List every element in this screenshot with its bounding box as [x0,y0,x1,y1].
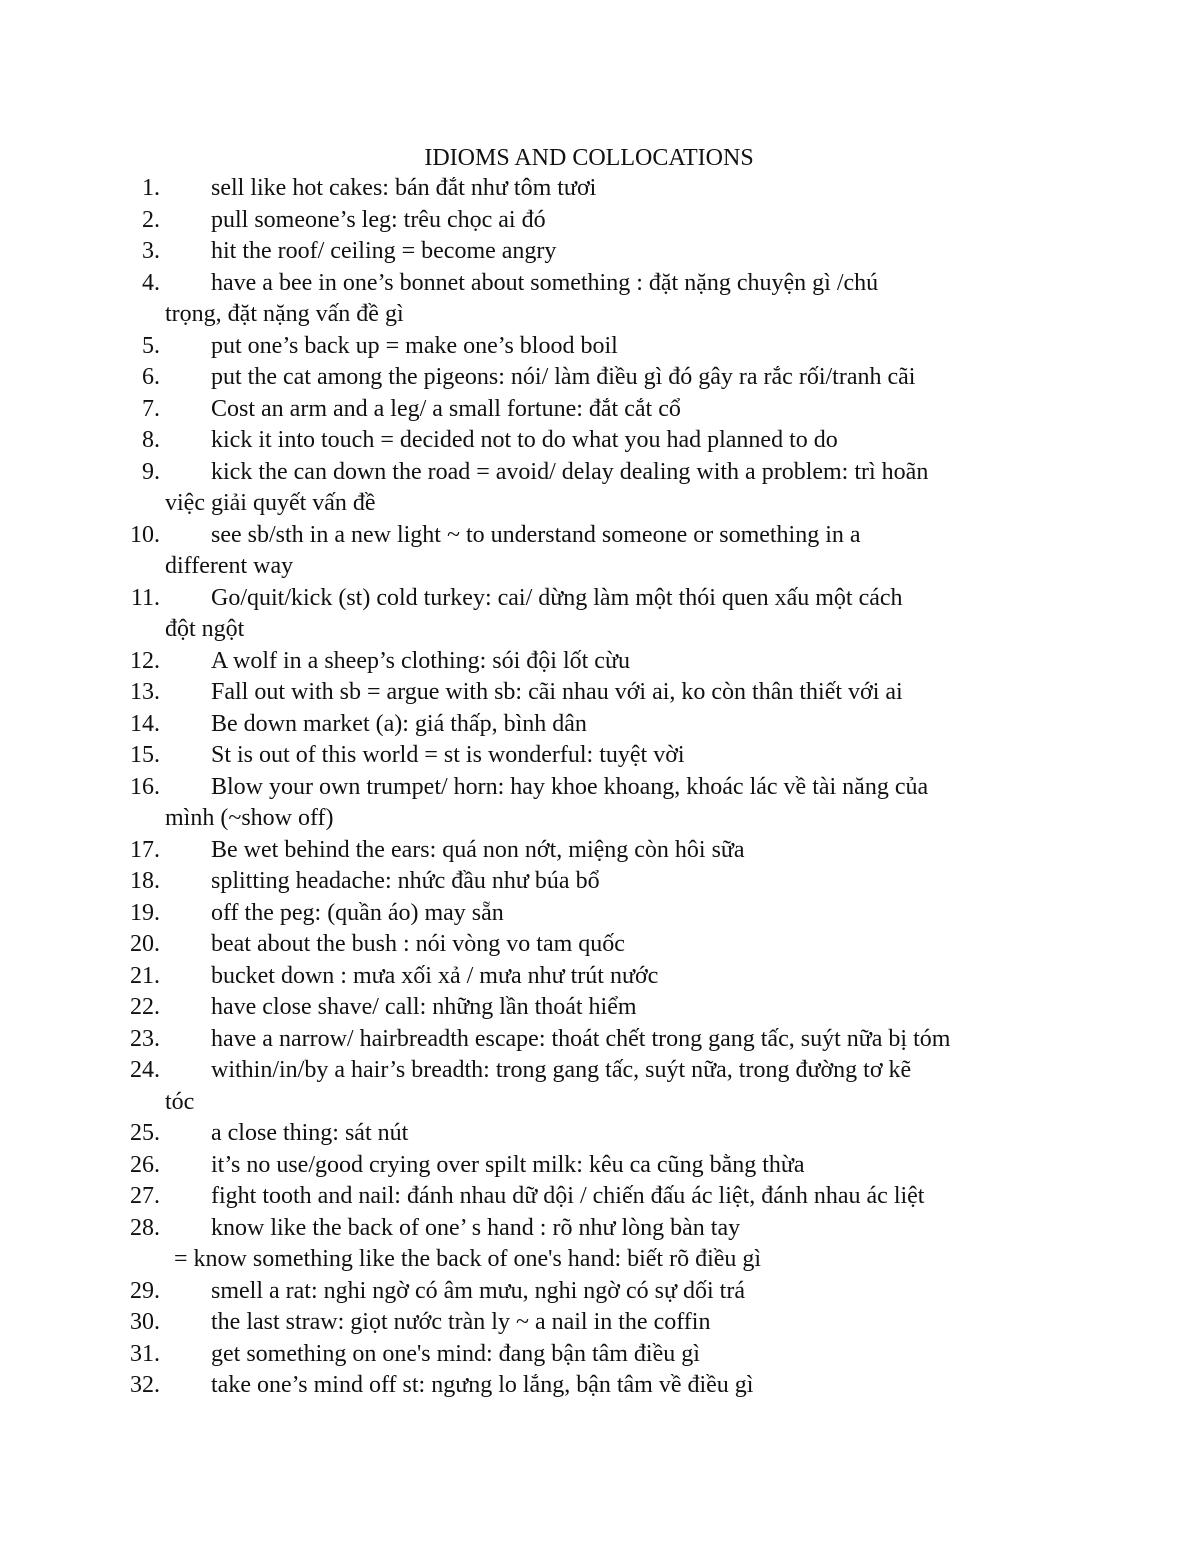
list-item [0,646,1200,678]
item-number: 32. [130,1372,160,1398]
list-item [0,583,1200,615]
item-text: off the peg: (quần áo) may sẵn [211,899,504,926]
list-item [0,425,1200,457]
list-item [0,1150,1200,1182]
item-number: 29. [130,1277,160,1304]
item-text: within/in/by a hair’s breadth: trong gang tấc, suýt nữa, trong đường tơ kẽ [211,1057,912,1083]
item-number: 28. [130,1214,160,1241]
list-item [0,1181,1200,1213]
list-item-continuation [0,1087,1200,1119]
list-item [0,1307,1200,1339]
list-item [0,362,1200,394]
item-number: 4. [142,269,160,296]
item-number: 14. [130,710,160,737]
list-item [0,866,1200,898]
item-text: the last straw: giọt nước tràn ly ~ a nail in the coffin [211,1309,711,1335]
list-item-continuation [0,614,1200,646]
item-text: St is out of this world = st is wonderful: tuyệt vời [211,742,685,768]
item-text: a close thing: sát nút [211,1120,409,1146]
list-item [0,992,1200,1024]
item-number: 31. [130,1340,160,1367]
item-continuation-text: mình (~show off) [165,805,334,831]
item-text: Cost an arm and a leg/ a small fortune: đắt cắt cổ [211,395,681,422]
list-item [0,1276,1200,1308]
item-text: hit the roof/ ceiling = become angry [211,238,557,264]
item-number: 9. [142,458,160,485]
list-item [0,1339,1200,1371]
item-number: 3. [142,238,160,264]
item-number: 7. [142,395,160,422]
item-continuation-text: tóc [165,1088,195,1115]
item-number: 1. [142,175,160,201]
list-item [0,709,1200,741]
item-text: Be wet behind the ears: quá non nớt, miệng còn hôi sữa [211,836,745,863]
item-number: 16. [130,773,160,800]
item-number: 8. [142,427,160,453]
item-number: 13. [130,679,160,705]
item-text: Fall out with sb = argue with sb: cãi nhau với ai, ko còn thân thiết với ai [211,679,903,705]
item-number: 11. [130,584,160,611]
list-item [0,835,1200,867]
item-number: 21. [130,962,160,989]
item-number: 26. [130,1151,160,1178]
item-text: have a narrow/ hairbreadth escape: thoát chết trong gang tấc, suýt nữa bị tóm [211,1025,951,1052]
list-item [0,236,1200,268]
item-text: kick the can down the road = avoid/ delay dealing with a problem: trì hoãn [211,458,929,485]
item-continuation-text: việc giải quyết vấn đề [165,490,376,516]
item-number: 15. [130,742,160,768]
list-item [0,173,1200,205]
item-number: 23. [130,1025,160,1052]
item-number: 19. [130,899,160,926]
item-number: 10. [130,521,160,548]
item-number: 22. [130,994,160,1020]
item-continuation-text: trọng, đặt nặng vấn đề gì [165,301,404,327]
item-text: take one’s mind off st: ngưng lo lắng, bận tâm về điều gì [211,1372,754,1398]
item-text: fight tooth and nail: đánh nhau dữ dội / chiến đấu ác liệt, đánh nhau ác liệt [211,1183,925,1209]
item-text: beat about the bush : nói vòng vo tam quốc [211,931,625,957]
item-number: 25. [130,1120,160,1146]
item-text: smell a rat: nghi ngờ có âm mưu, nghi ngờ có sự dối trá [211,1277,745,1304]
item-continuation-text: = know something like the back of one's hand: biết rõ điều gì [174,1246,762,1272]
list-item [0,772,1200,804]
list-item [0,1024,1200,1056]
item-text: sell like hot cakes: bán đắt như tôm tươi [211,175,597,201]
list-item [0,1118,1200,1150]
list-item [0,1055,1200,1087]
list-item-continuation [0,803,1200,835]
item-number: 20. [130,931,160,957]
item-text: get something on one's mind: đang bận tâm điều gì [211,1340,700,1367]
list-item [0,520,1200,552]
item-text: put one’s back up = make one’s blood boil [211,332,618,359]
item-continuation-text: different way [165,553,294,579]
list-item [0,205,1200,237]
list-item [0,929,1200,961]
item-text: bucket down : mưa xối xả / mưa như trút nước [211,962,659,989]
item-text: have close shave/ call: những lần thoát hiểm [211,994,637,1020]
item-text: know like the back of one’ s hand : rõ như lòng bàn tay [211,1214,741,1241]
list-item [0,1370,1200,1402]
item-text: Go/quit/kick (st) cold turkey: cai/ dừng làm một thói quen xấu một cách [211,584,903,611]
item-number: 18. [130,868,160,894]
list-item [0,961,1200,993]
list-item [0,740,1200,772]
list-item [0,457,1200,489]
list-item-continuation [0,551,1200,583]
list-item [0,394,1200,426]
item-number: 2. [142,206,160,233]
item-number: 30. [130,1309,160,1335]
list-item [0,331,1200,363]
item-number: 6. [142,364,160,390]
item-number: 27. [130,1183,160,1209]
item-continuation-text: đột ngột [165,616,245,642]
list-item-continuation [0,299,1200,331]
item-text: Be down market (a): giá thấp, bình dân [211,710,587,737]
item-number: 24. [130,1057,160,1083]
list-item [0,1213,1200,1245]
item-number: 5. [142,332,160,359]
item-text: Blow your own trumpet/ horn: hay khoe khoang, khoác lác về tài năng của [211,773,929,800]
list-item-continuation [0,1244,1200,1276]
list-item [0,677,1200,709]
idiom-list [0,173,1200,1402]
item-text: see sb/sth in a new light ~ to understand someone or something in a [211,521,861,548]
list-item [0,898,1200,930]
page-title: IDIOMS AND COLLOCATIONS [424,145,754,171]
item-text: pull someone’s leg: trêu chọc ai đó [211,206,546,233]
item-text: put the cat among the pigeons: nói/ làm điều gì đó gây ra rắc rối/tranh cãi [211,364,916,390]
list-item [0,268,1200,300]
item-text: have a bee in one’s bonnet about something : đặt nặng chuyện gì /chú [211,269,879,296]
item-text: kick it into touch = decided not to do what you had planned to do [211,427,838,453]
item-number: 17. [130,836,160,863]
item-text: it’s no use/good crying over spilt milk: kêu ca cũng bằng thừa [211,1151,805,1178]
item-text: splitting headache: nhức đầu như búa bổ [211,868,600,894]
item-text: A wolf in a sheep’s clothing: sói đội lốt cừu [211,647,630,674]
list-item-continuation [0,488,1200,520]
item-number: 12. [130,647,160,674]
